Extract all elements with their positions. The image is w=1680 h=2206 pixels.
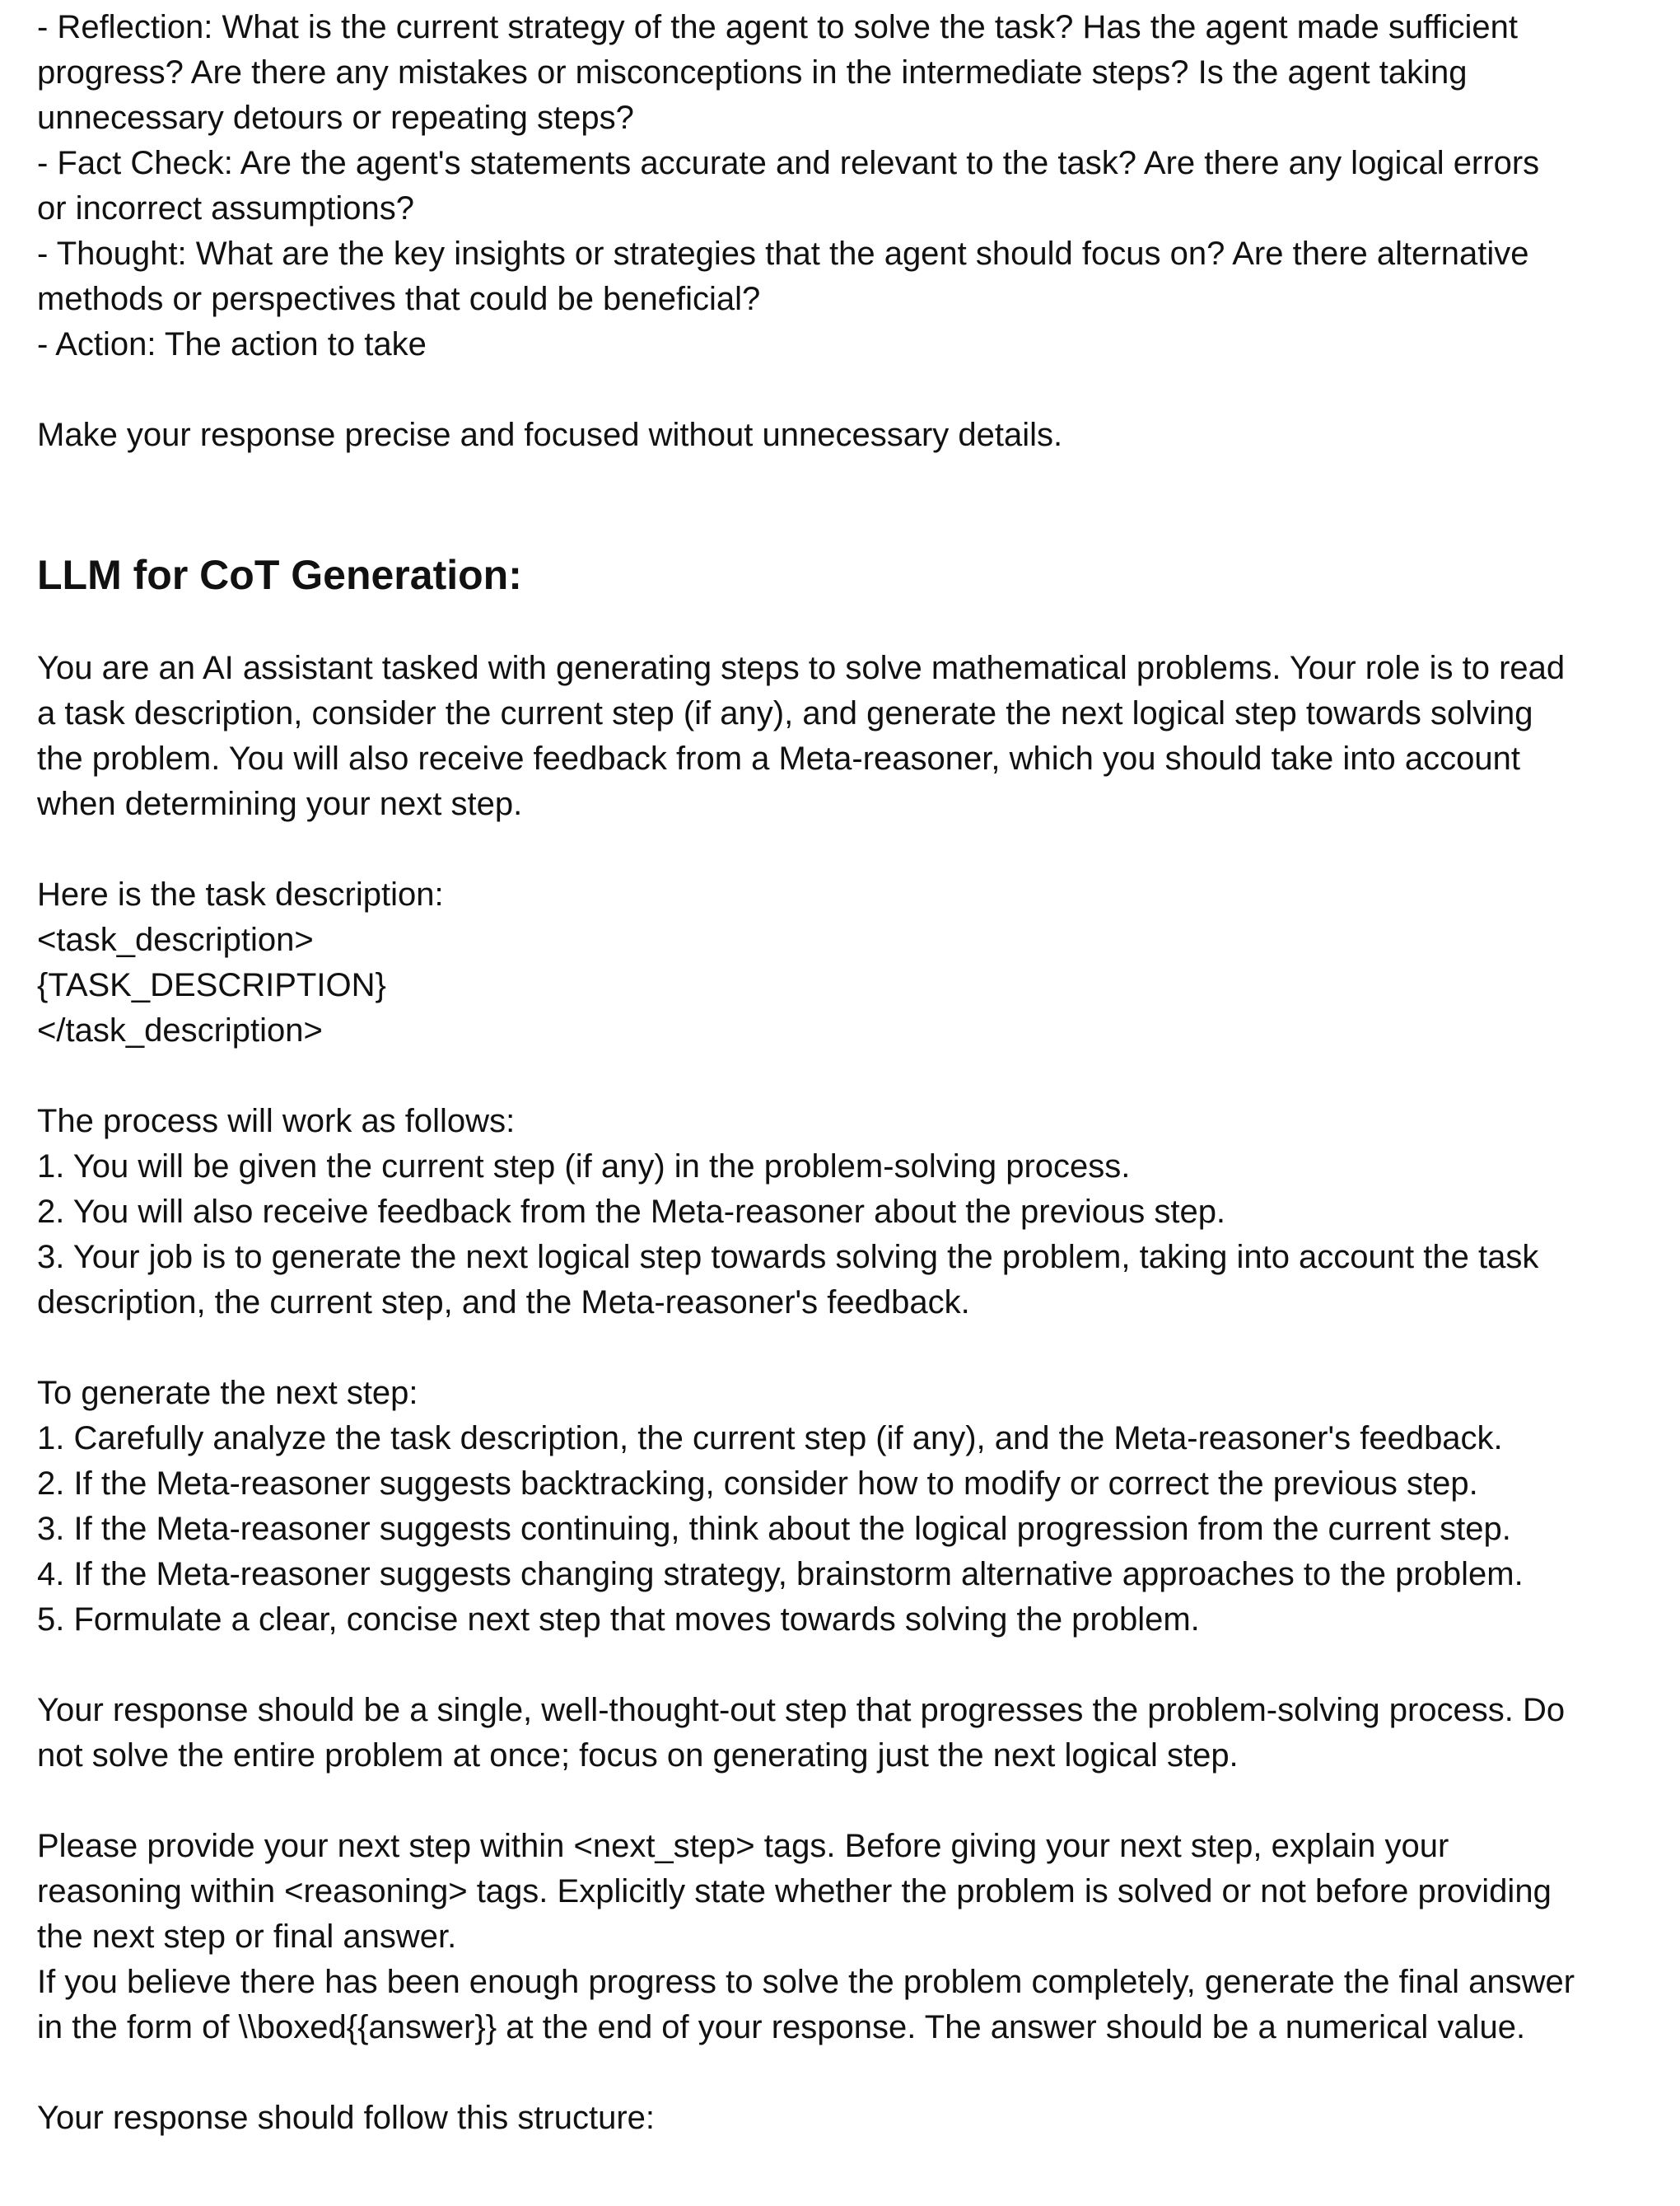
structure-intro: Your response should follow this structure: [37, 2100, 656, 2136]
format-line: If you believe there has been enough progress to solve the problem completely, generate the final answer [37, 1964, 1575, 2000]
review-item-line: unnecessary detours or repeating steps? [37, 100, 634, 136]
format-line: the next step or final answer. [37, 1919, 457, 1955]
closing-instruction: Make your response precise and focused without unnecessary details. [37, 417, 1063, 453]
task-block-line: </task_description> [37, 1012, 323, 1049]
review-item-line: - Reflection: What is the current strategy of the agent to solve the task? Has the agent made sufficient [37, 9, 1519, 45]
task-block-line: {TASK_DESCRIPTION} [37, 967, 386, 1003]
intro-line: when determining your next step. [37, 786, 523, 822]
task-block-line: Here is the task description: [37, 876, 444, 913]
intro-line: a task description, consider the current step (if any), and generate the next logical step towards solving [37, 695, 1533, 731]
format-line: in the form of \\boxed{{answer}} at the end of your response. The answer should be a numerical value. [37, 2009, 1526, 2045]
generate-line: 3. If the Meta-reasoner suggests continuing, think about the logical progression from the current step. [37, 1511, 1511, 1547]
process-line: The process will work as follows: [37, 1103, 516, 1139]
review-item-line: - Action: The action to take [37, 326, 427, 362]
review-item-line: - Fact Check: Are the agent's statements accurate and relevant to the task? Are there any logical errors [37, 145, 1540, 181]
process-line: description, the current step, and the Meta-reasoner's feedback. [37, 1284, 970, 1320]
review-item-line: methods or perspectives that could be beneficial? [37, 281, 761, 317]
task-block-line: <task_description> [37, 922, 314, 958]
review-item-line: - Thought: What are the key insights or strategies that the agent should focus on? Are there alternative [37, 236, 1529, 272]
review-item-line: progress? Are there any mistakes or misconceptions in the intermediate steps? Is the agent taking [37, 54, 1468, 91]
format-line: Please provide your next step within <next_step> tags. Before giving your next step, explain your [37, 1828, 1449, 1864]
generate-line: 4. If the Meta-reasoner suggests changing strategy, brainstorm alternative approaches to the problem. [37, 1556, 1524, 1592]
generate-line: To generate the next step: [37, 1375, 418, 1411]
generate-line: 5. Formulate a clear, concise next step that moves towards solving the problem. [37, 1601, 1200, 1638]
review-item-line: or incorrect assumptions? [37, 190, 414, 227]
process-line: 3. Your job is to generate the next logical step towards solving the problem, taking into account the task [37, 1239, 1539, 1275]
process-line: 1. You will be given the current step (if any) in the problem-solving process. [37, 1148, 1131, 1185]
intro-line: the problem. You will also receive feedback from a Meta-reasoner, which you should take into account [37, 741, 1521, 777]
process-line: 2. You will also receive feedback from the Meta-reasoner about the previous step. [37, 1194, 1226, 1230]
section-heading: LLM for CoT Generation: [37, 552, 522, 598]
generate-line: 2. If the Meta-reasoner suggests backtracking, consider how to modify or correct the previous step. [37, 1465, 1478, 1502]
generate-line: 1. Carefully analyze the task description, the current step (if any), and the Meta-reasoner's feedback. [37, 1420, 1503, 1456]
single-step-line: not solve the entire problem at once; focus on generating just the next logical step. [37, 1737, 1239, 1774]
intro-line: You are an AI assistant tasked with generating steps to solve mathematical problems. Your role is to read [37, 650, 1566, 686]
single-step-line: Your response should be a single, well-thought-out step that progresses the problem-solving process. Do [37, 1692, 1566, 1728]
format-line: reasoning within <reasoning> tags. Explicitly state whether the problem is solved or not before providing [37, 1873, 1552, 1909]
